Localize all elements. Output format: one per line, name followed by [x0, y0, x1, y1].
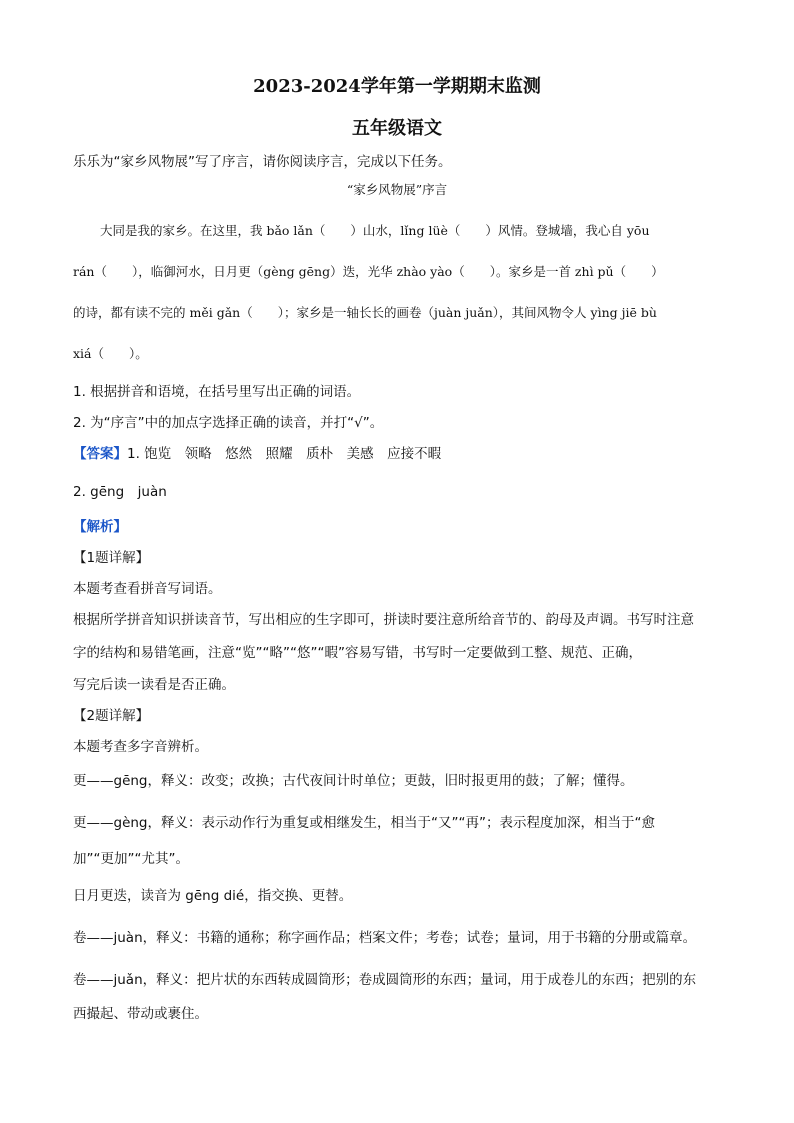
preface-line: rán（ ），临御河水，日月更（gèng gēng）迭，光华 zhào yào（ ）。家乡是一首 zhì pǔ（ ）: [73, 264, 664, 279]
answer-text: 1. 饱览 领略 悠然 照耀 质朴 美感 应接不暇: [127, 446, 442, 462]
q2-line: 更——gēng，释义：改变；改换；古代夜间计时单位；更鼓，旧时报更用的鼓；了解；懂得。: [73, 773, 634, 789]
q2-line: 卷——juǎn，释义：把片状的东西转成圆筒形；卷成圆筒形的东西；量词，用于成卷儿的东西；把别的东: [73, 972, 697, 988]
q1-heading: 【1题详解】: [73, 550, 150, 566]
document-subtitle: 五年级语文: [352, 118, 442, 139]
q1-line: 字的结构和易错笔画，注意“览”“略”“悠”“暇”容易写错，书写时一定要做到工整、规范、正确，: [73, 645, 642, 661]
q1-line: 写完后读一读看是否正确。: [73, 677, 235, 693]
preface-line: 的诗，都有读不完的 měi gǎn（ ）；家乡是一轴长长的画卷（juàn juǎn），其间风物令人 yìng jiē bù: [73, 305, 657, 320]
document-title: 2023-2024学年第一学期期末监测: [253, 76, 541, 97]
task-item: 1. 根据拼音和语境，在括号里写出正确的词语。: [73, 384, 361, 400]
analysis-tag: 【解析】: [73, 519, 127, 535]
preface-line: 大同是我的家乡。在这里，我 bǎo lǎn（ ）山水，lǐng lüè（ ）风情。登城墙，我心自 yōu: [100, 223, 650, 238]
q2-line: 更——gèng，释义：表示动作行为重复或相继发生，相当于“又”“再”；表示程度加深，相当于“愈: [73, 815, 655, 831]
preface-title: “家乡风物展”序言: [346, 182, 448, 197]
intro-text: 乐乐为“家乡风物展”写了序言，请你阅读序言，完成以下任务。: [73, 154, 452, 170]
q2-line: 日月更迭，读音为 gēng dié，指交换、更替。: [73, 888, 353, 904]
q1-line: 本题考查看拼音写词语。: [73, 581, 222, 597]
q2-heading: 【2题详解】: [73, 708, 150, 724]
answer-tag: 【答案】: [73, 446, 127, 462]
preface-line: xiá（ ）。: [73, 346, 148, 361]
q1-line: 根据所学拼音知识拼读音节，写出相应的生字即可，拼读时要注意所给音节的、韵母及声调。书写时注意: [73, 612, 694, 628]
q2-line: 卷——juàn，释义：书籍的通称；称字画作品；档案文件；考卷；试卷；量词，用于书籍的分册或篇章。: [73, 930, 697, 946]
answer-line-2: 2. gēng juàn: [73, 484, 167, 500]
q2-line: 加”“更加”“尤其”。: [73, 851, 189, 867]
q2-line: 西撮起、带动或裹住。: [73, 1006, 208, 1022]
q2-line: 本题考查多字音辨析。: [73, 739, 208, 755]
answer-line: [73, 442, 441, 462]
task-item: 2. 为“序言”中的加点字选择正确的读音，并打“√”。: [73, 415, 384, 431]
